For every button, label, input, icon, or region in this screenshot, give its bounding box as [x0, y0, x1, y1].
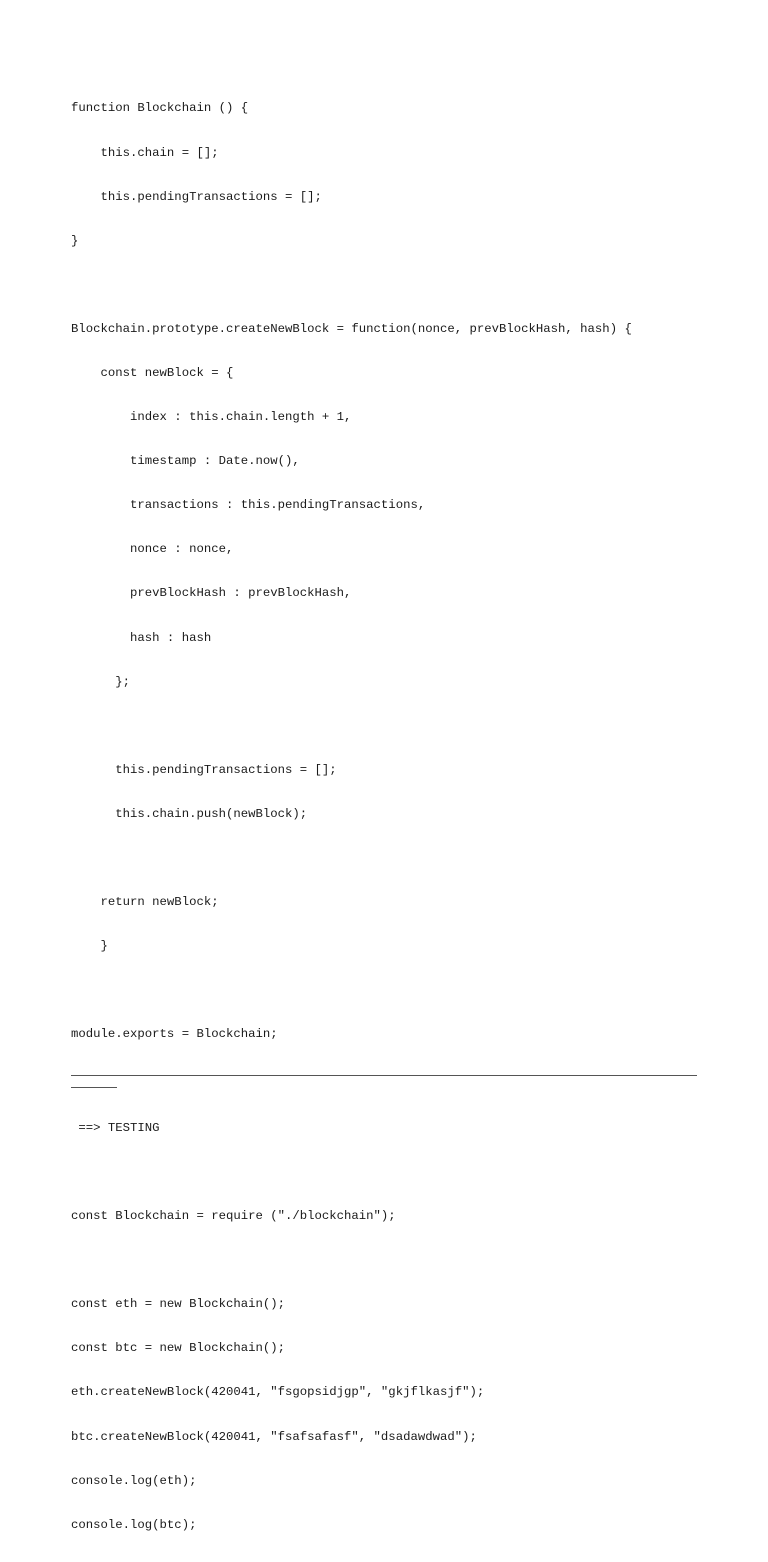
code-line: this.chain.push(newBlock);: [71, 806, 308, 821]
code-line: hash : hash: [71, 630, 212, 645]
testing-heading: ==> TESTING: [71, 1120, 160, 1135]
code-line: this.chain = [];: [71, 145, 219, 160]
code-line: btc.createNewBlock(420041, "fsafsafasf", "dsadawdwad");: [71, 1429, 477, 1444]
code-line: this.pendingTransactions = [];: [71, 189, 322, 204]
document-page: [71, 72, 697, 1562]
code-line: [71, 278, 697, 293]
code-line: this.pendingTransactions = [];: [71, 762, 337, 777]
code-line: const btc = new Blockchain();: [71, 1341, 286, 1356]
code-line: module.exports = Blockchain;: [71, 1027, 278, 1042]
code-line: return newBlock;: [71, 895, 219, 910]
code-line: [71, 719, 697, 734]
code-line: [71, 851, 697, 866]
code-line: }: [71, 233, 79, 248]
code-line: }: [71, 939, 108, 954]
code-line: transactions : this.pendingTransactions,: [71, 498, 426, 513]
code-line: const eth = new Blockchain();: [71, 1297, 286, 1312]
code-line: Blockchain.prototype.createNewBlock = function(nonce, prevBlockHash, hash) {: [71, 321, 632, 336]
code-line: eth.createNewBlock(420041, "fsgopsidjgp", "gkjflkasjf");: [71, 1385, 485, 1400]
code-line: prevBlockHash : prevBlockHash,: [71, 586, 352, 601]
code-line: };: [71, 674, 131, 689]
code-line: console.log(btc);: [71, 1517, 197, 1532]
code-line: const Blockchain = require ("./blockchain");: [71, 1209, 396, 1224]
code-line: const newBlock = {: [71, 365, 234, 380]
testing-code: [71, 1091, 697, 1561]
code-line: function Blockchain () {: [71, 101, 249, 116]
horizontal-rule: [71, 1075, 697, 1076]
horizontal-rule-stub: [71, 1087, 117, 1088]
code-line: [71, 1253, 697, 1268]
code-line: [71, 1165, 697, 1180]
code-line: index : this.chain.length + 1,: [71, 410, 352, 425]
code-line: console.log(eth);: [71, 1473, 197, 1488]
blockchain-module-code: [71, 72, 697, 1071]
code-line: [71, 983, 697, 998]
code-line: nonce : nonce,: [71, 542, 234, 557]
code-line: timestamp : Date.now(),: [71, 454, 300, 469]
